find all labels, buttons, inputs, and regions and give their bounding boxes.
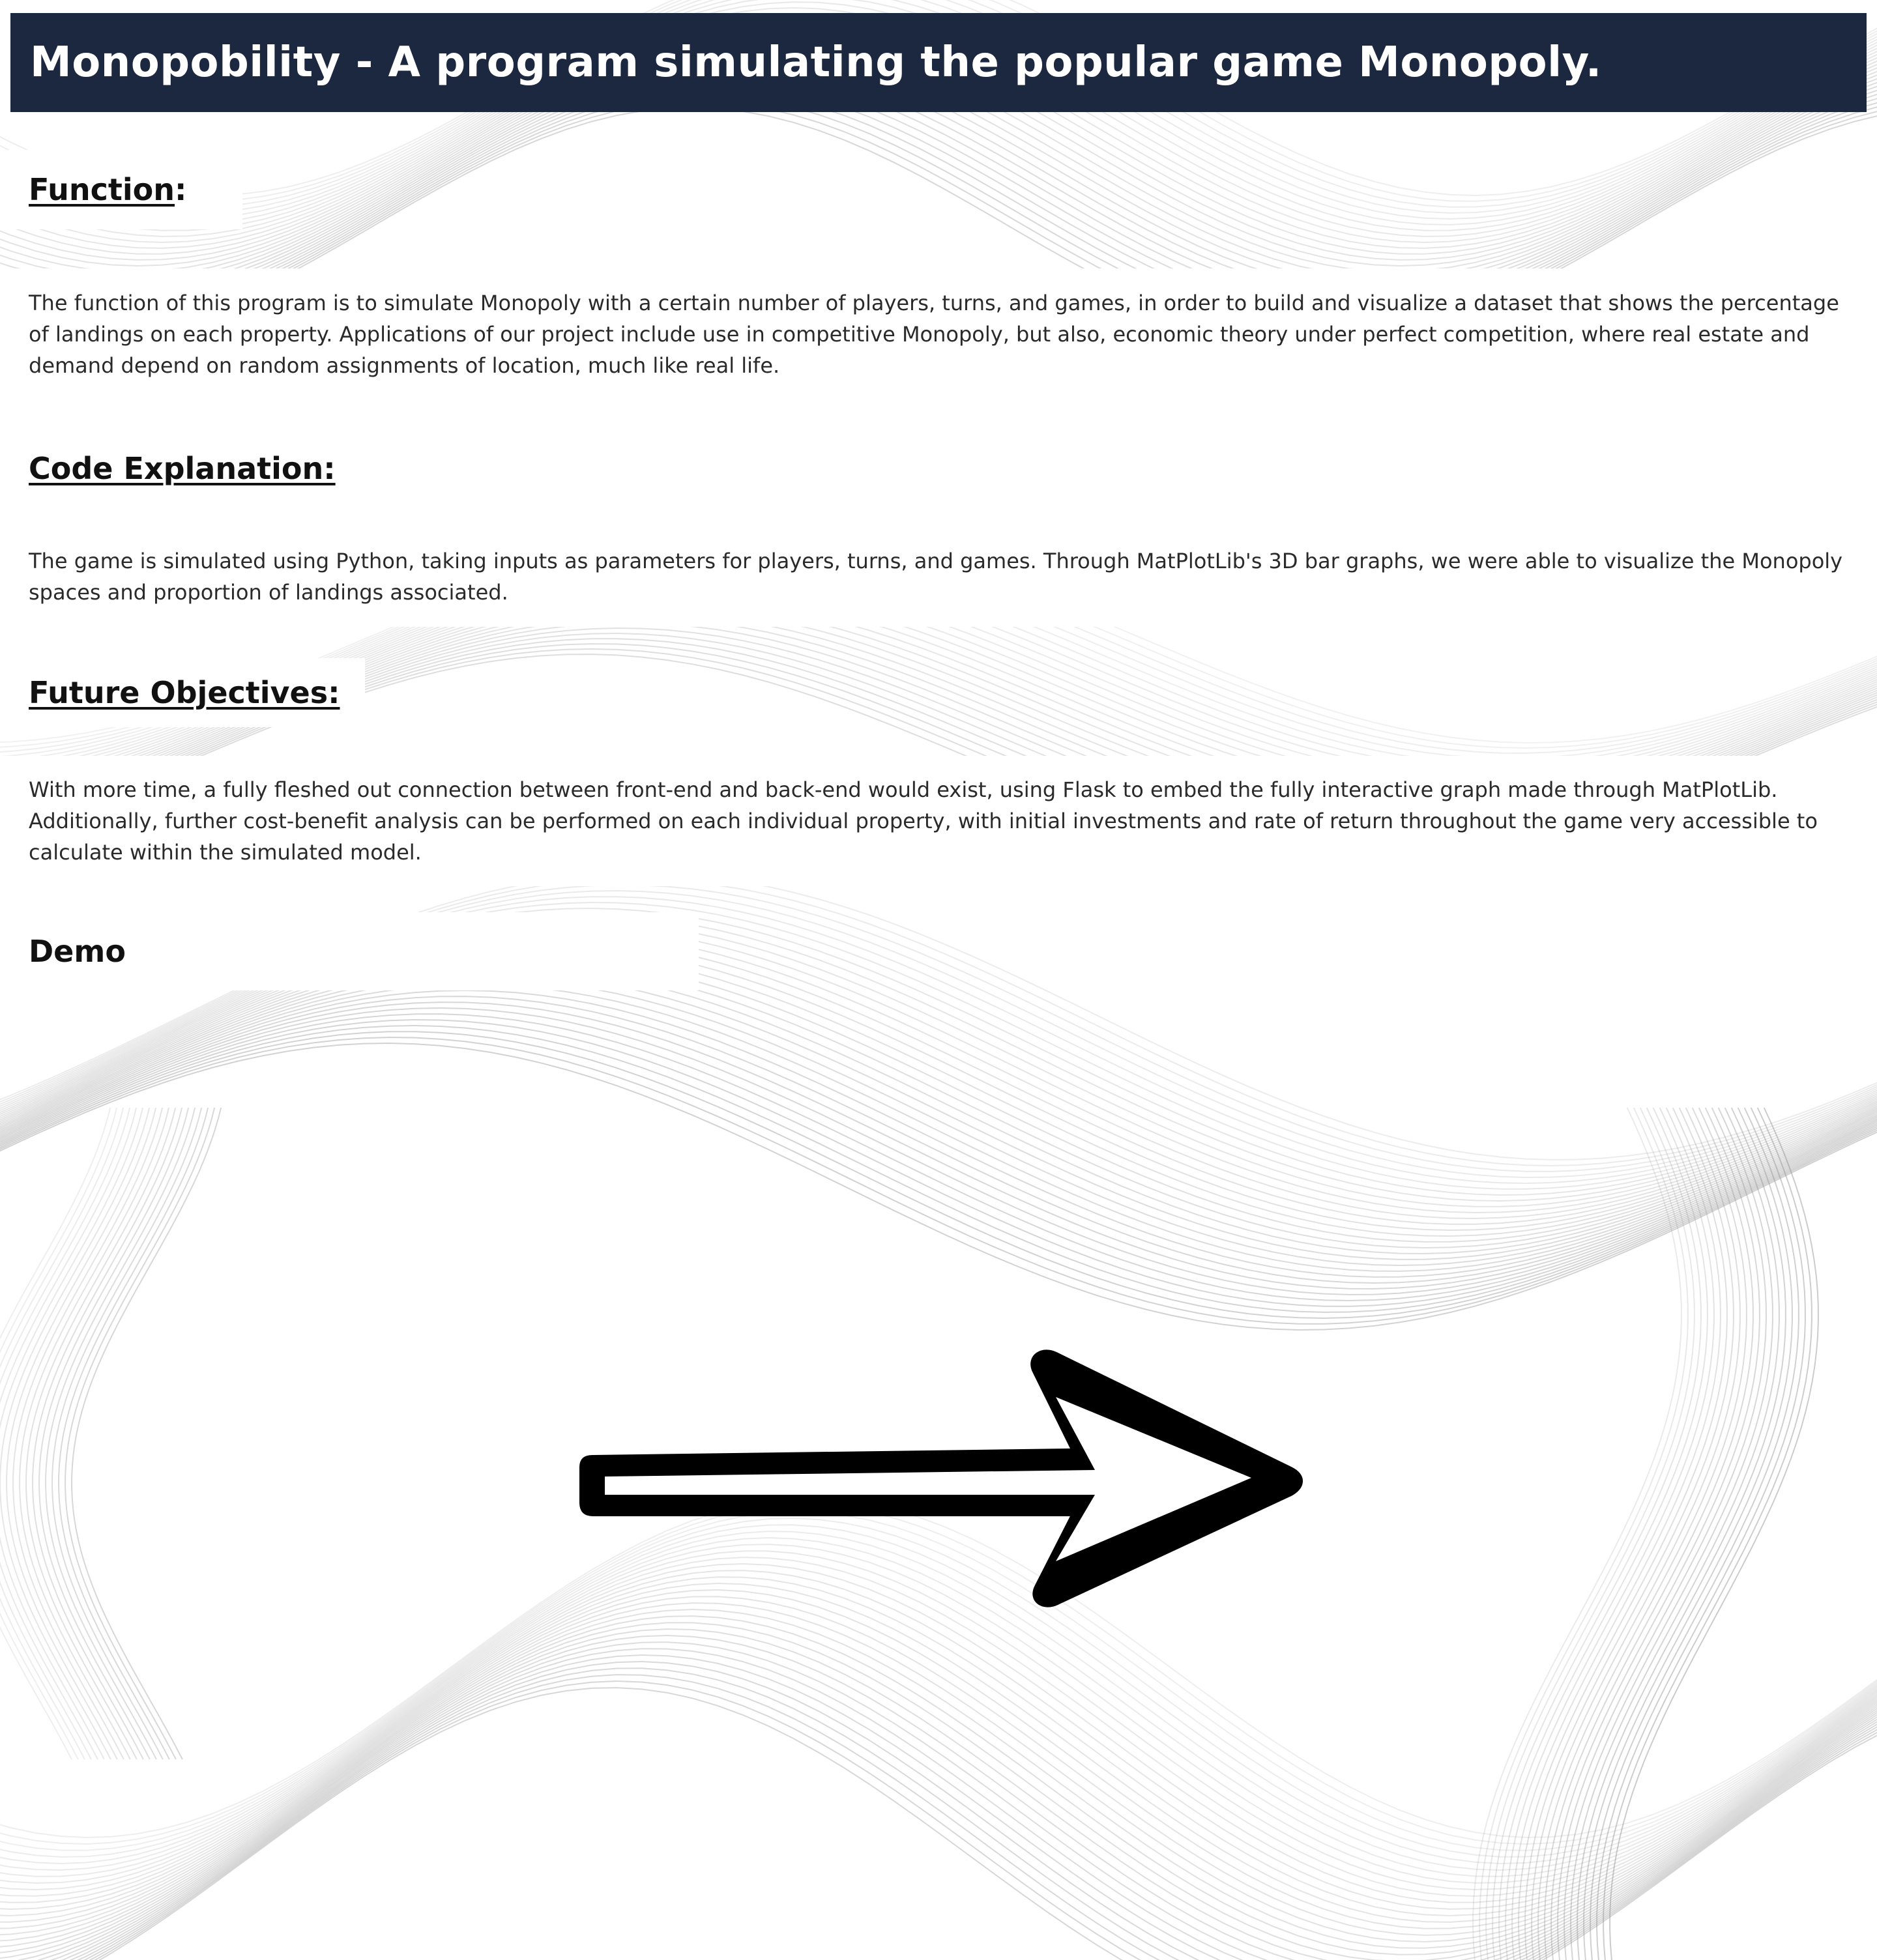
future-text-box — [0, 756, 1877, 886]
wave-line — [0, 1108, 130, 1759]
wave-line — [72, 1108, 221, 1759]
wave-line — [0, 973, 1877, 1260]
wave-line — [39, 1108, 188, 1759]
future-objectives-text: With more time, a fully fleshed out connection between front-end and back-end would exist, using Flask to embed the fully interactive graph made through MatPlotLib. Additionally, further cost-benefit analysis can be performed on each individual property, with initial investments and rate of return throughout the game very accessible to calculate within the simulated model. — [29, 777, 1818, 865]
wave-line — [65, 1108, 214, 1759]
wave-line — [0, 1031, 1877, 1318]
future-objectives-heading: Future Objectives: — [29, 675, 340, 710]
future-heading-box — [0, 658, 365, 727]
wave-line — [0, 1642, 1877, 1960]
code-text-box — [0, 526, 1877, 627]
code-explanation-text: The game is simulated using Python, taking inputs as parameters for players, turns, and games. Through MatPlotLib's 3D bar graphs, we were able to visualize the Monopoly spaces and proportion of landings associated. — [29, 549, 1843, 605]
wave-line — [0, 1002, 1877, 1289]
wave-line — [0, 1596, 1877, 1935]
function-heading-word: Function — [29, 172, 175, 207]
function-description: The function of this program is to simulate Monopoly with a certain number of players, turns, and games, in order to build and visualize a dataset that shows the percentage of landings on each property. Applications of our project include use in competitive Monopoly, but also, economic theory under perfect competition, where real estate and demand depend on random assignments of location, much like real life. — [29, 291, 1839, 378]
demo-heading: Demo — [29, 934, 126, 969]
wave-line — [59, 1108, 208, 1759]
wave-line — [0, 1108, 110, 1759]
wave-line — [0, 961, 1877, 1248]
right-arrow-icon — [574, 1342, 1317, 1616]
page-header — [10, 13, 1867, 112]
code-heading-box — [0, 433, 345, 504]
wave-line — [46, 1108, 195, 1759]
wave-line — [0, 1108, 149, 1759]
wave-line — [26, 1108, 175, 1759]
wave-line — [52, 1108, 201, 1759]
wave-line — [0, 1590, 1877, 1929]
function-heading-colon: : — [175, 172, 187, 207]
demo-heading-box — [0, 912, 699, 990]
code-explanation-heading: Code Explanation: — [29, 451, 336, 486]
function-text-box — [0, 268, 1877, 400]
wave-line — [0, 1609, 1877, 1948]
wave-line — [0, 1629, 1877, 1960]
wave-line — [7, 1108, 156, 1759]
wave-line — [0, 1043, 1877, 1330]
page-title: Monopobility - A program simulating the popular game Monopoly. — [30, 38, 1602, 87]
wave-line — [13, 1108, 162, 1759]
wave-line — [0, 1020, 1877, 1306]
wave-line — [33, 1108, 182, 1759]
wave-line — [0, 955, 1877, 1242]
function-heading — [29, 172, 186, 207]
function-heading-box — [0, 150, 242, 229]
wave-line — [20, 1108, 169, 1759]
